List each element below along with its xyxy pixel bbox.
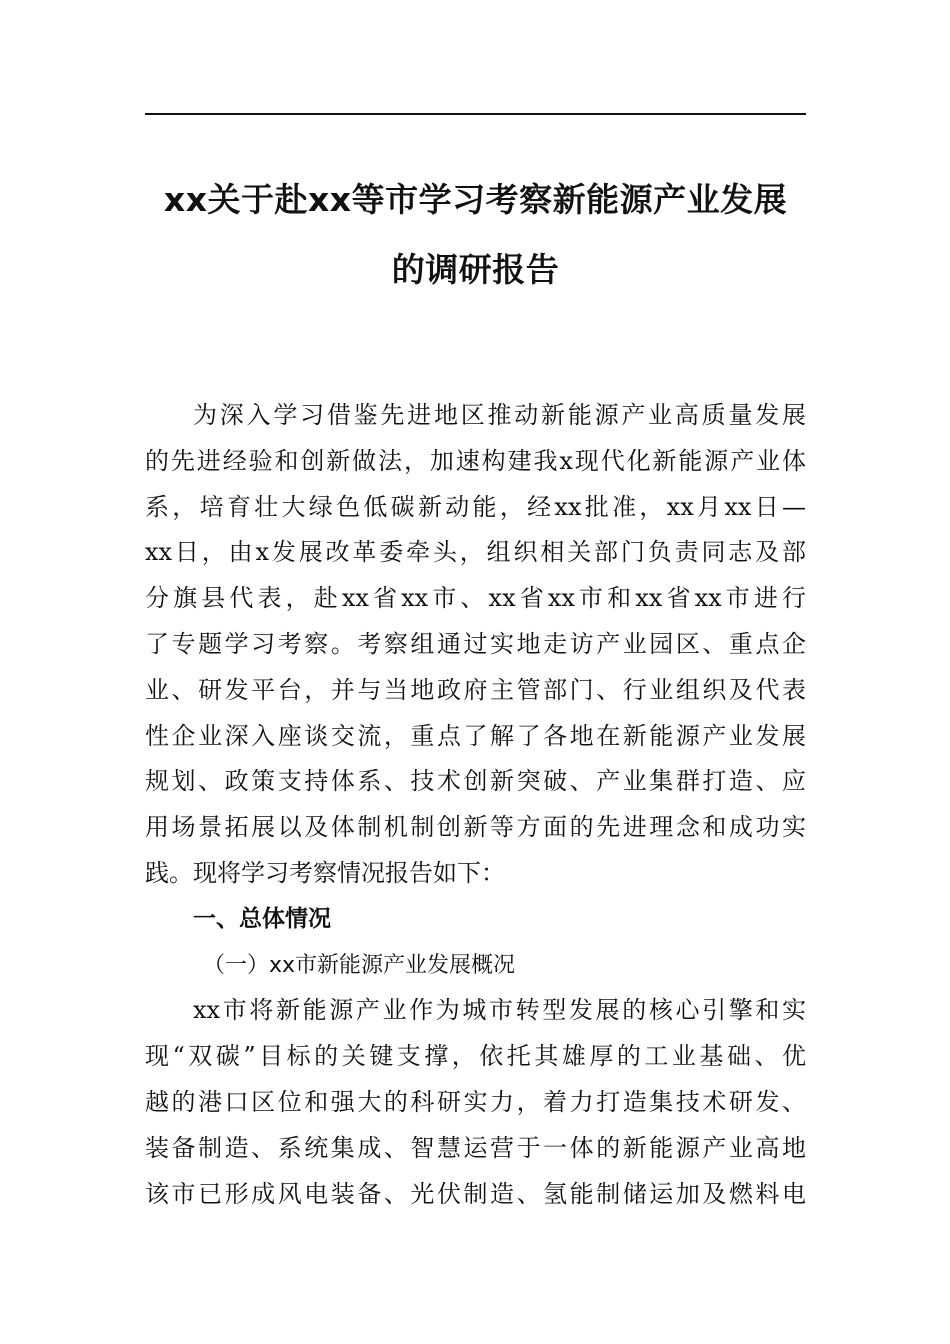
section-heading: 一、总体情况 bbox=[193, 905, 331, 932]
document-body bbox=[145, 393, 806, 1217]
title-line-2: 的调研报告 bbox=[391, 250, 560, 289]
paragraph-line: 践。现将学习考察情况报告如下： bbox=[145, 858, 505, 887]
header-rule bbox=[145, 113, 806, 115]
title-line-1: xx关于赴xx等市学习考察新能源产业发展 bbox=[163, 180, 788, 219]
paragraph-line: 规划、政策支持体系、技术创新突破、产业集群打造、应 bbox=[145, 767, 806, 796]
paragraph-line: 该市已形成风电装备、光伏制造、氢能制储运加及燃料电 bbox=[145, 1179, 806, 1208]
paragraph-line: 的先进经验和创新做法，加速构建我x现代化新能源产业体 bbox=[145, 446, 806, 475]
paragraph-line: 性企业深入座谈交流，重点了解了各地在新能源产业发展 bbox=[145, 721, 806, 750]
paragraph-line: xx日，由x发展改革委牵头，组织相关部门负责同志及部 bbox=[145, 538, 806, 567]
paragraph-line: 装备制造、系统集成、智慧运营于一体的新能源产业高地 bbox=[145, 1133, 806, 1162]
paragraph-line: 业、研发平台，并与当地政府主管部门、行业组织及代表 bbox=[145, 675, 806, 704]
body-paragraph bbox=[145, 988, 806, 1217]
subsection-heading: （一）xx市新能源产业发展概况 bbox=[203, 952, 516, 978]
paragraph-line: 现“双碳”目标的关键支撑，依托其雄厚的工业基础、优 bbox=[145, 1042, 806, 1071]
paragraph-line: 了专题学习考察。考察组通过实地走访产业园区、重点企 bbox=[145, 629, 806, 658]
paragraph-line: 越的港口区位和强大的科研实力，着力打造集技术研发、 bbox=[145, 1087, 806, 1116]
paragraph-line: 分旗县代表，赴xx省xx市、xx省xx市和xx省xx市进行 bbox=[145, 584, 806, 613]
document-title bbox=[145, 165, 806, 305]
paragraph-line: 系，培育壮大绿色低碳新动能，经xx批准，xx月xx日— bbox=[145, 492, 806, 521]
intro-paragraph bbox=[145, 393, 806, 897]
paragraph-line: xx市将新能源产业作为城市转型发展的核心引擎和实 bbox=[193, 996, 806, 1025]
paragraph-line: 用场景拓展以及体制机制创新等方面的先进理念和成功实 bbox=[145, 813, 806, 842]
paragraph-line: 为深入学习借鉴先进地区推动新能源产业高质量发展 bbox=[193, 401, 806, 429]
